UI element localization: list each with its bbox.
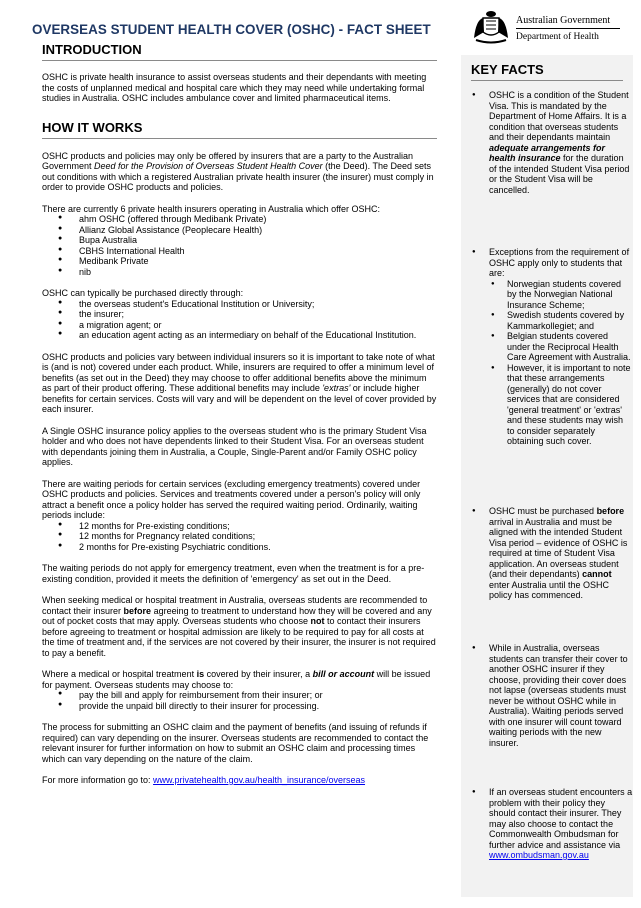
deed-paragraph: OSHC products and policies may only be offered by insurers that are a party to the Australian Government Deed for the Provision of Overseas Student Health Cover (the Deed). The Deed sets out conditions with which a registered Australian private health insurer (the insurer) must comply in order to provide OSHC products and policies. <box>42 150 434 192</box>
introduction-text: OSHC is private health insurance to assist overseas students and their dependants with meeting the costs of unplanned medical and hospital care which they may need while undertaking formal studies in Australia. OSHC includes ambulance cover and limited pharmaceutical items. <box>42 72 427 103</box>
key-facts-panel <box>461 55 633 897</box>
document-title: OVERSEAS STUDENT HEALTH COVER (OSHC) - FACT SHEET <box>32 22 431 37</box>
key-fact-transfer: ● While in Australia, overseas students can transfer their cover to another OSHC insurer if they choose, providing their cover does not lapse (overseas students must never be without OSHC while in Australia). Waiting periods served with one insurer will count toward waiting periods with the new insurer. <box>489 643 633 748</box>
billing-paragraph: Where a medical or hospital treatment is covered by their insurer, a bill or account will be issued for payment. Overseas students may choose to: <box>42 669 431 690</box>
waiting-periods-intro: There are waiting periods for certain services (excluding emergency treatments) covered under OSHC products and policies. Services and treatments covered under a person's policy will only attract a benefit once a policy holder has served the required waiting period. Ordinarily, waiting periods include: <box>42 478 421 520</box>
purchase-intro: OSHC can typically be purchased directly through: <box>42 288 244 298</box>
contact-insurer-paragraph: When seeking medical or hospital treatment in Australia, overseas students are recommended to contact their insurer before agreeing to treatment to understand how they will be covered and any out of pocket costs that may apply. Overseas students who choose not to contact their insurers before agreeing to treatment or hospital admission are likely to be required to pay for all costs at the time of treatment and, if the services are not covered by their insurer, the insurer is not required to pay a benefit. <box>42 595 436 658</box>
emergency-paragraph: The waiting periods do not apply for emergency treatment, even when the treatment is for a pre-existing condition, provided it meets the definition of 'emergency' as set out in the Deed. <box>42 563 425 584</box>
list-item: ● Belgian students covered under the Reciprocal Health Care Agreement with Australia. <box>489 331 633 363</box>
list-item: ● nib <box>42 267 437 278</box>
key-fact-exceptions <box>489 247 633 447</box>
government-logo <box>468 8 628 48</box>
more-info-line: For more information go to: www.privatehealth.gov.au/health_insurance/overseas <box>42 775 366 785</box>
list-item: ● the overseas student's Educational Institution or University; <box>42 299 437 310</box>
key-fact-ombudsman: ● If an overseas student encounters a problem with their policy they should contact their insurer. They may also choose to contact the Commonwealth Ombudsman for further advice and assistance via www.ombudsman.gov.au <box>489 787 633 861</box>
benefits-paragraph: OSHC products and policies vary between individual insurers so it is important to take note of what is (and is not) covered under each product. While, insurers are required to offer a minimum level of benefits (as set out in the Deed) they may choose to offer additional benefits above the minimum as part of their product offering. These additional benefits may include 'extras' or include higher benefits for certain services. Costs will vary and will be dependent on the level of cover provided by each insurer. <box>42 351 437 414</box>
payment-options-list <box>42 690 437 711</box>
key-fact-visa-condition: ● OSHC is a condition of the Student Visa. This is mandated by the Department of Home Affairs. It is a condition that overseas students and their dependants maintain adequate arrangements for health insurance for the duration of the intended Student Visa period or the Student Visa will be cancelled. <box>489 90 633 195</box>
list-item: ● an education agent acting as an intermediary on behalf of the Educational Institution. <box>42 330 437 341</box>
policy-types-paragraph: A Single OSHC insurance policy applies to the overseas student who is the primary Student Visa holder and who does not have dependents linked to their Student Visa. For an overseas student with dependants joining them in Australia, a Couple, Single-Parent and/or Family OSHC policy applies. <box>42 425 427 467</box>
key-fact-purchase-timing: ● OSHC must be purchased before arrival in Australia and must be aligned with the intended Student Visa period – evidence of OSHC is required at time of Student Visa application. An overseas student (and their dependants) cannot enter Australia until the OSHC policy has commenced. <box>489 506 633 601</box>
insurers-intro: There are currently 6 private health insurers operating in Australia which offer OSHC: <box>42 203 380 214</box>
claims-paragraph: The process for submitting an OSHC claim and the payment of benefits (and issuing of refunds if required) can vary depending on the insurer. Overseas students are recommended to contact the relevant insurer for further information on how to submit an OSHC claim and processing times which can vary depending on the nature of the claim. <box>42 722 429 764</box>
how-it-works-heading: HOW IT WORKS <box>42 120 437 139</box>
privatehealth-link[interactable]: www.privatehealth.gov.au/health_insurance/overseas <box>153 775 366 785</box>
list-item: ● However, it is important to note that these arrangements (generally) do not cover services that are considered 'general treatment' or 'extras' and these students may wish to consider separately obtaining such cover. <box>489 363 633 447</box>
list-item: ● Medibank Private <box>42 256 437 267</box>
list-item: ● 12 months for Pregnancy related conditions; <box>42 531 437 542</box>
list-item: ● the insurer; <box>42 309 437 320</box>
department-name: Department of Health <box>516 32 599 42</box>
introduction-heading: INTRODUCTION <box>42 42 437 61</box>
logo-divider <box>516 28 620 29</box>
purchase-list <box>42 299 437 341</box>
list-item: ● Allianz Global Assistance (Peoplecare Health) <box>42 225 437 236</box>
list-item: ● Norwegian students covered by the Norwegian National Insurance Scheme; <box>489 279 633 311</box>
list-item: ● pay the bill and apply for reimbursement from their insurer; or <box>42 690 437 701</box>
list-item: ● Bupa Australia <box>42 235 437 246</box>
exceptions-list <box>489 279 633 447</box>
exceptions-intro: ● Exceptions from the requirement of OSHC apply only to students that are: <box>489 247 630 278</box>
list-item: ● 2 months for Pre-existing Psychiatric conditions. <box>42 542 437 553</box>
ombudsman-link[interactable]: www.ombudsman.gov.au <box>489 850 589 860</box>
insurer-list <box>42 214 437 277</box>
list-item: ● a migration agent; or <box>42 320 437 331</box>
list-item: ● provide the unpaid bill directly to their insurer for processing. <box>42 701 437 712</box>
waiting-periods-list <box>42 521 437 553</box>
key-facts-heading: KEY FACTS <box>471 62 623 81</box>
list-item: ● Swedish students covered by Kammarkollegiet; and <box>489 310 633 331</box>
list-item: ● ahm OSHC (offered through Medibank Private) <box>42 214 437 225</box>
main-content <box>42 42 437 786</box>
government-name: Australian Government <box>516 15 611 26</box>
coat-of-arms-icon <box>470 8 512 46</box>
list-item: ● 12 months for Pre-existing conditions; <box>42 521 437 532</box>
list-item: ● CBHS International Health <box>42 246 437 257</box>
